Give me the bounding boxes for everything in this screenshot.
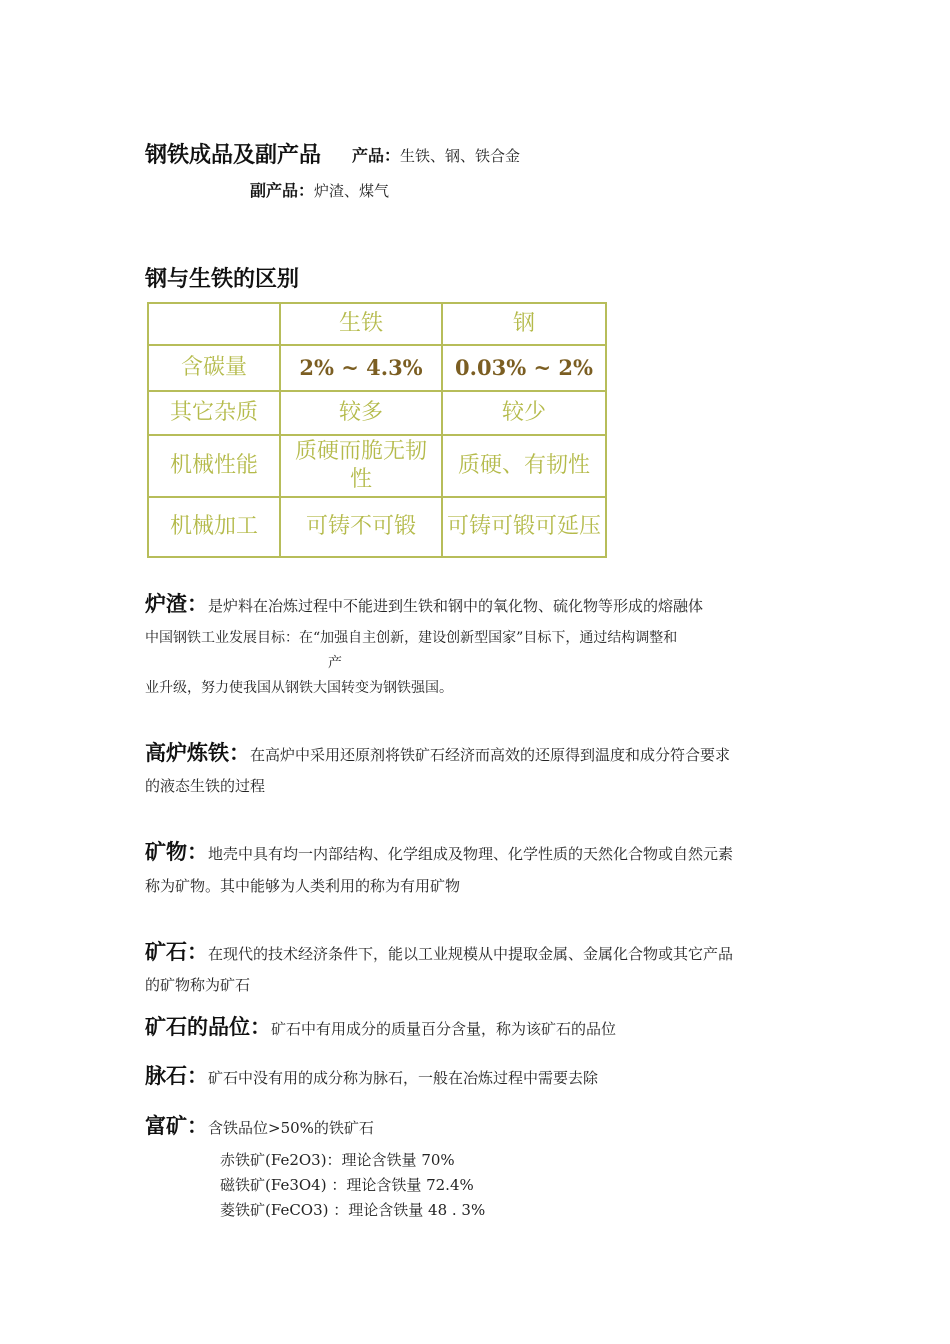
table-header-cell bbox=[148, 303, 280, 345]
slag-term: 炉渣： bbox=[145, 592, 208, 616]
list-item: 磁铁矿(Fe3O4) ：理论含铁量 72.4% bbox=[220, 1176, 474, 1194]
table-row bbox=[148, 497, 606, 557]
list-item: 赤铁矿(Fe2O3)：理论含铁量 70% bbox=[220, 1151, 455, 1169]
blast-furnace-text: 在高炉中采用还原剂将铁矿石经济而高效的还原得到温度和成分符合要求 bbox=[250, 746, 731, 764]
table-header-cell: 钢 bbox=[442, 303, 606, 345]
table-row-label: 含碳量 bbox=[148, 345, 280, 391]
comparison-table bbox=[147, 302, 607, 558]
table-header-cell: 生铁 bbox=[280, 303, 442, 345]
mineral-text-2: 称为矿物。其中能够为人类利用的称为有用矿物 bbox=[145, 877, 461, 895]
products-line bbox=[352, 143, 520, 166]
table-row bbox=[148, 391, 606, 435]
gangue-term: 脉石： bbox=[145, 1064, 208, 1088]
products-value: 生铁、钢、铁合金 bbox=[400, 147, 521, 165]
gangue-definition bbox=[145, 1060, 598, 1090]
byproducts-value: 炉渣、煤气 bbox=[314, 182, 390, 200]
blast-furnace-text-2: 的液态生铁的过程 bbox=[145, 777, 266, 795]
goal-line-2: 业升级，努力使我国从钢铁大国转变为钢铁强国。 bbox=[145, 680, 453, 696]
mineral-term: 矿物： bbox=[145, 840, 208, 864]
table-cell: 0.03% ~ 2% bbox=[442, 345, 606, 391]
section-title-products: 钢铁成品及副产品 bbox=[145, 143, 322, 168]
table-cell: 可铸不可锻 bbox=[280, 497, 442, 557]
ore-definition bbox=[145, 936, 733, 966]
gangue-text: 矿石中没有用的成分称为脉石，一般在冶炼过程中需要去除 bbox=[208, 1069, 599, 1087]
table-cell: 较多 bbox=[280, 391, 442, 435]
grade-text: 矿石中有用成分的质量百分含量，称为该矿石的品位 bbox=[271, 1020, 617, 1038]
grade-term: 矿石的品位： bbox=[145, 1015, 271, 1039]
table-row bbox=[148, 303, 606, 345]
ore-term: 矿石： bbox=[145, 940, 208, 964]
table-row-label: 机械性能 bbox=[148, 435, 280, 497]
goal-line-wrap: 产 bbox=[328, 655, 342, 671]
blast-furnace-definition bbox=[145, 737, 730, 767]
rich-ore-text: 含铁品位>50%的铁矿石 bbox=[208, 1119, 374, 1137]
rich-ore-term: 富矿： bbox=[145, 1114, 208, 1138]
table-cell: 2% ~ 4.3% bbox=[280, 345, 442, 391]
list-item: 菱铁矿(FeCO3) ：理论含铁量 48 . 3% bbox=[220, 1201, 486, 1219]
slag-definition bbox=[145, 588, 703, 618]
rich-ore-definition bbox=[145, 1110, 374, 1140]
table-row bbox=[148, 435, 606, 497]
table-cell: 较少 bbox=[442, 391, 606, 435]
mineral-text: 地壳中具有均一内部结构、化学组成及物理、化学性质的天然化合物或自然元素 bbox=[208, 845, 734, 863]
table-cell: 可铸可锻可延压 bbox=[442, 497, 606, 557]
table-row bbox=[148, 345, 606, 391]
goal-line-1: 中国钢铁工业发展目标：在“加强自主创新，建设创新型国家”目标下，通过结构调整和 bbox=[145, 630, 678, 646]
slag-text: 是炉料在冶炼过程中不能进到生铁和钢中的氧化物、硫化物等形成的熔融体 bbox=[208, 597, 704, 615]
section-title-difference: 钢与生铁的区别 bbox=[145, 267, 300, 292]
grade-definition bbox=[145, 1011, 616, 1041]
ore-text: 在现代的技术经济条件下，能以工业规模从中提取金属、金属化合物或其它产品 bbox=[208, 945, 734, 963]
blast-furnace-term: 高炉炼铁： bbox=[145, 741, 250, 765]
table-row-label: 其它杂质 bbox=[148, 391, 280, 435]
table-cell: 质硬而脆无韧性 bbox=[280, 435, 442, 497]
ore-text-2: 的矿物称为矿石 bbox=[145, 976, 251, 994]
mineral-definition bbox=[145, 836, 733, 866]
products-label: 产品： bbox=[352, 146, 401, 165]
table-cell: 质硬、有韧性 bbox=[442, 435, 606, 497]
table-row-label: 机械加工 bbox=[148, 497, 280, 557]
byproducts-line bbox=[250, 178, 389, 201]
byproducts-label: 副产品： bbox=[250, 181, 315, 200]
